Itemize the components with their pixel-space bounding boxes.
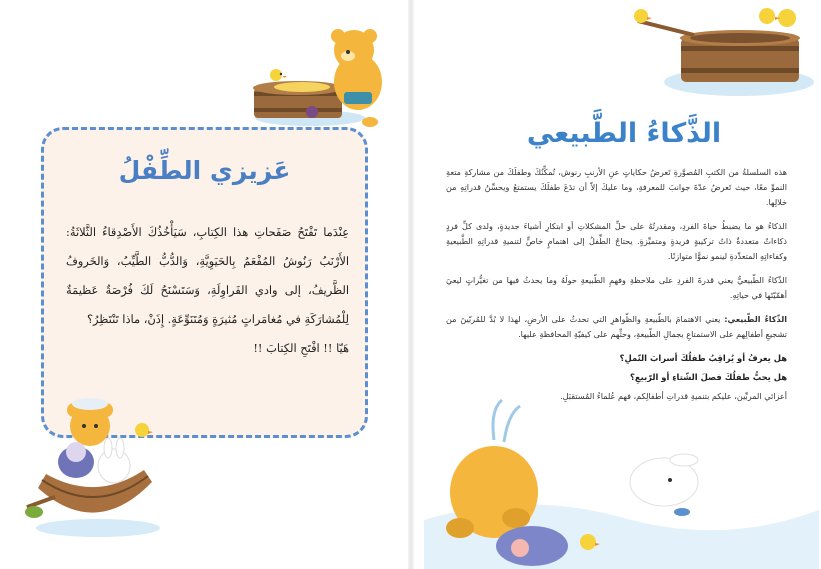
question-seasons: هل يحبُّ طفلُكَ فصلَ الشّتاءِ أو الرّبيعِ؟ xyxy=(630,372,787,382)
natural-intelligence-label: الذّكاءُ الطّبيعي: xyxy=(724,314,788,324)
closing-note: أعزائي المربِّين، عليكم بتنميةِ قدراتِ أطفالِكم، فهم عُلماءُ المُستقبَلِ. xyxy=(560,391,787,401)
right-page xyxy=(414,0,821,569)
intro-paragraph-intelligence: الذكاءُ هو ما يضبطُ حياةَ الفردِ، ومقدرتُهُ على حلِّ المشكلاتِ أو ابتكارِ أشياءَ جديدةٍ، ولدى كلِّ فردٍ ذكاءاتٌ متعددةٌ ذاتُ تركيبةٍ فريدةٍ ومتميِّزةٍ. يحتاجُ الطِّفلُ إلى اهتمامٍ خاصٍّ لتنميةِ قدراتِهِ الطَّبيعيةِ وكفاءاتِهِ المتعدِّدةِ لينمو نموًّا متوازنًا. xyxy=(446,221,787,261)
left-page xyxy=(0,0,408,569)
bear-washtub-illustration xyxy=(250,30,390,130)
card-title: عَزيزي الطِّفْلُ xyxy=(118,156,291,185)
intro-paragraph-series: هذه السلسلةُ من الكتبِ المُصوَّرةِ تَعرضُ حكاياتٍ عنِ الأرنبِ رنوش، تُمكِّنُكَ وطفلَكَ من مشاركةِ متعةِ النموِّ معًا، حيث تَعرضُ عدّةَ جوانبَ للمعرفةِ، وما عليكَ إلاّ أن تدَعَ طفلَكَ يستمتعُ ويحسِّنُ قدراتِهِ من خلالِها. xyxy=(446,167,787,207)
washtub-chicks-illustration xyxy=(619,4,819,104)
natural-intelligence-definition xyxy=(446,312,787,342)
card-call-to-action: هَيّا !! افْتَحِ الكِتابَ !! xyxy=(253,341,349,355)
natural-intelligence-text: يعني الاهتمامَ بالطّبيعةِ والظّواهرِ التي تحدثُ على الأرضِ، لهذا لا بُدَّ للمُربّينَ من تشجيعِ أطفالِهم على الاستمتاعِ بجمالِ الطّبيعةِ، وحثِّهم على كيفيّةِ المحافظةِ عليها. xyxy=(446,314,787,339)
intro-paragraph-natural: الذّكاءُ الطّبيعيُّ يعني قدرةَ الفردِ على ملاحظةِ وفهمِ الطّبيعةِ حولَهُ وما يحدثُ فيها من تغيُّراتٍ ليعيَ أهمّيّتَها في حياتِهِ. xyxy=(446,275,787,300)
intro-text xyxy=(446,165,787,413)
card-paragraph: عِنْدَما تَفْتَحُ صَفَحاتِ هذا الكِتابِ، سَيَأْخُذُكَ الأَصْدِقاءُ الثَّلاثَةُ: الأَرْنَبُ رَنُوشُ المُفْعَمُ بِالحَيَوِيَّةِ، وَالدُّبُّ الطَّيِّبُ، وَالخَروفُ الظَّريفُ، إلى وادي الفَراوِلَةِ، وَسَتَسْنَحُ لَكَ فُرْصَةٌ عَظيمَةٌ لِلْمُشارَكَةِ في مُغامَراتٍ مُثيرَةٍ وَمُتَنَوِّعَةٍ. إِذَنْ، ماذا تَنْتَظِرُ؟ xyxy=(66,225,349,326)
question-ants: هل يعرفُ أو يُراقِبُ طفلُكَ أسرابَ النّملِ؟ xyxy=(619,353,787,363)
card-body xyxy=(66,218,349,363)
page-title: الذَّكاءُ الطَّبيعي xyxy=(526,118,722,149)
friends-boat-illustration xyxy=(26,390,166,540)
friends-water-play-illustration xyxy=(424,400,819,569)
